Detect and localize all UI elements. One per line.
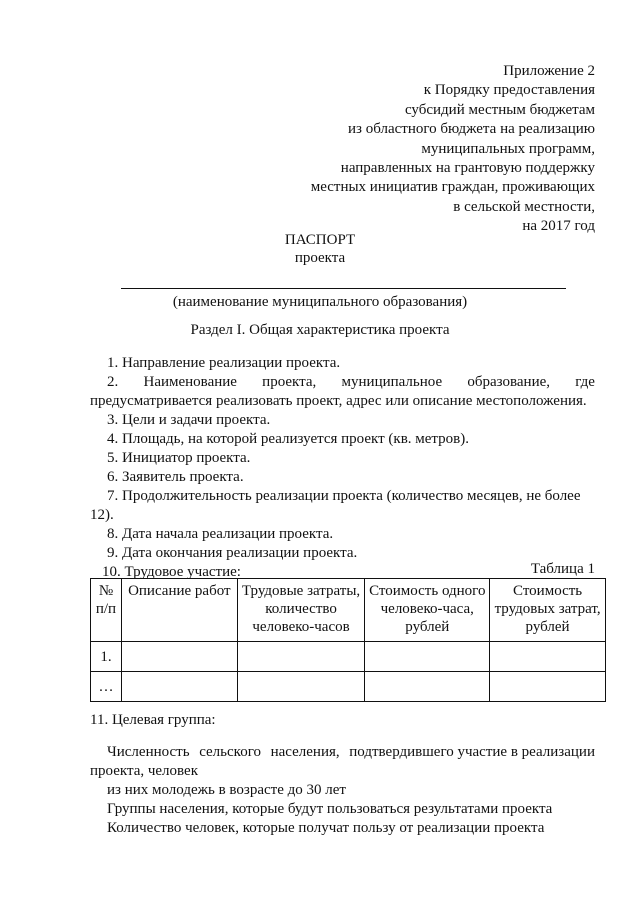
header-line: из областного бюджета на реализацию [348,121,595,138]
item-8: 8. Дата начала реализации проекта. [107,526,334,542]
municipality-blank-line [121,288,566,289]
table-cell [237,672,365,702]
header-line: муниципальных программ, [421,140,595,157]
section-title: Раздел I. Общая характеристика проекта [190,322,450,338]
item-2-word: муниципальное [341,374,443,390]
table-header-cell: Описание работ [121,579,237,642]
header-line: на 2017 год [522,218,595,235]
table-header-cell: Стоимость одного человеко-часа, рублей [365,579,490,642]
target-line-4: Количество человек, которые получат пользу от реализации проекта [107,820,545,836]
table-cell [237,642,365,672]
appendix-header [311,62,595,237]
document-title: ПАСПОРТ [284,232,356,248]
table-cell: … [91,672,122,702]
item-7-continuation: 12). [90,507,114,523]
header-line: к Порядку предоставления [423,82,595,99]
table-cell [121,672,237,702]
target-line-1-continuation: проекта, человек [90,763,198,779]
item-2 [90,373,595,392]
target-word: сельского [199,744,261,760]
item-5: 5. Инициатор проекта. [107,450,251,466]
item-list [90,354,595,582]
header-line: местных инициатив граждан, проживающих [310,179,595,196]
document-subtitle: проекта [294,250,346,266]
target-line-3: Группы населения, которые будут пользоваться результатами проекта [107,801,553,817]
table-cell [365,642,490,672]
table-caption: Таблица 1 [530,561,595,577]
item-2-word: Наименование [143,374,237,390]
table-cell: 1. [91,642,122,672]
item-6: 6. Заявитель проекта. [107,469,244,485]
target-group-block [90,743,595,838]
table-cell [365,672,490,702]
item-3: 3. Цели и задачи проекта. [107,412,271,428]
header-line: Приложение 2 [503,63,595,79]
table-header-cell: Стоимость трудовых затрат, рублей [490,579,606,642]
item-11: 11. Целевая группа: [90,712,216,728]
table-cell [490,642,606,672]
table-row [91,672,606,702]
table-cell [490,672,606,702]
item-1: 1. Направление реализации проекта. [107,355,341,371]
target-word: подтвердившего участие в реализации [349,744,595,760]
item-7: 7. Продолжительность реализации проекта (количество месяцев, не более [107,488,581,504]
table-header-row [91,579,606,642]
labor-table [90,578,606,702]
header-line: субсидий местным бюджетам [404,101,595,118]
target-word: Численность [107,744,190,760]
item-2-word: 2. [107,374,119,390]
item-2-continuation: предусматривается реализовать проект, адрес или описание местоположения. [90,393,587,409]
item-10: 10. Трудовое участие: [102,564,241,580]
table-row [91,642,606,672]
table-cell [121,642,237,672]
header-line: в сельской местности, [453,198,595,215]
target-word: населения, [270,744,340,760]
item-4: 4. Площадь, на которой реализуется проект (кв. метров). [107,431,469,447]
item-2-word: где [575,374,595,390]
table-header-cell: № п/п [91,579,122,642]
target-line-2: из них молодежь в возрасте до 30 лет [107,782,346,798]
header-line: направленных на грантовую поддержку [340,160,595,177]
target-line-1 [90,743,595,762]
municipality-caption: (наименование муниципального образования) [172,294,468,310]
item-2-word: образование, [467,374,551,390]
item-9: 9. Дата окончания реализации проекта. [107,545,358,561]
item-2-word: проекта, [262,374,317,390]
table-header-cell: Трудовые затраты, количество человеко-часов [237,579,365,642]
